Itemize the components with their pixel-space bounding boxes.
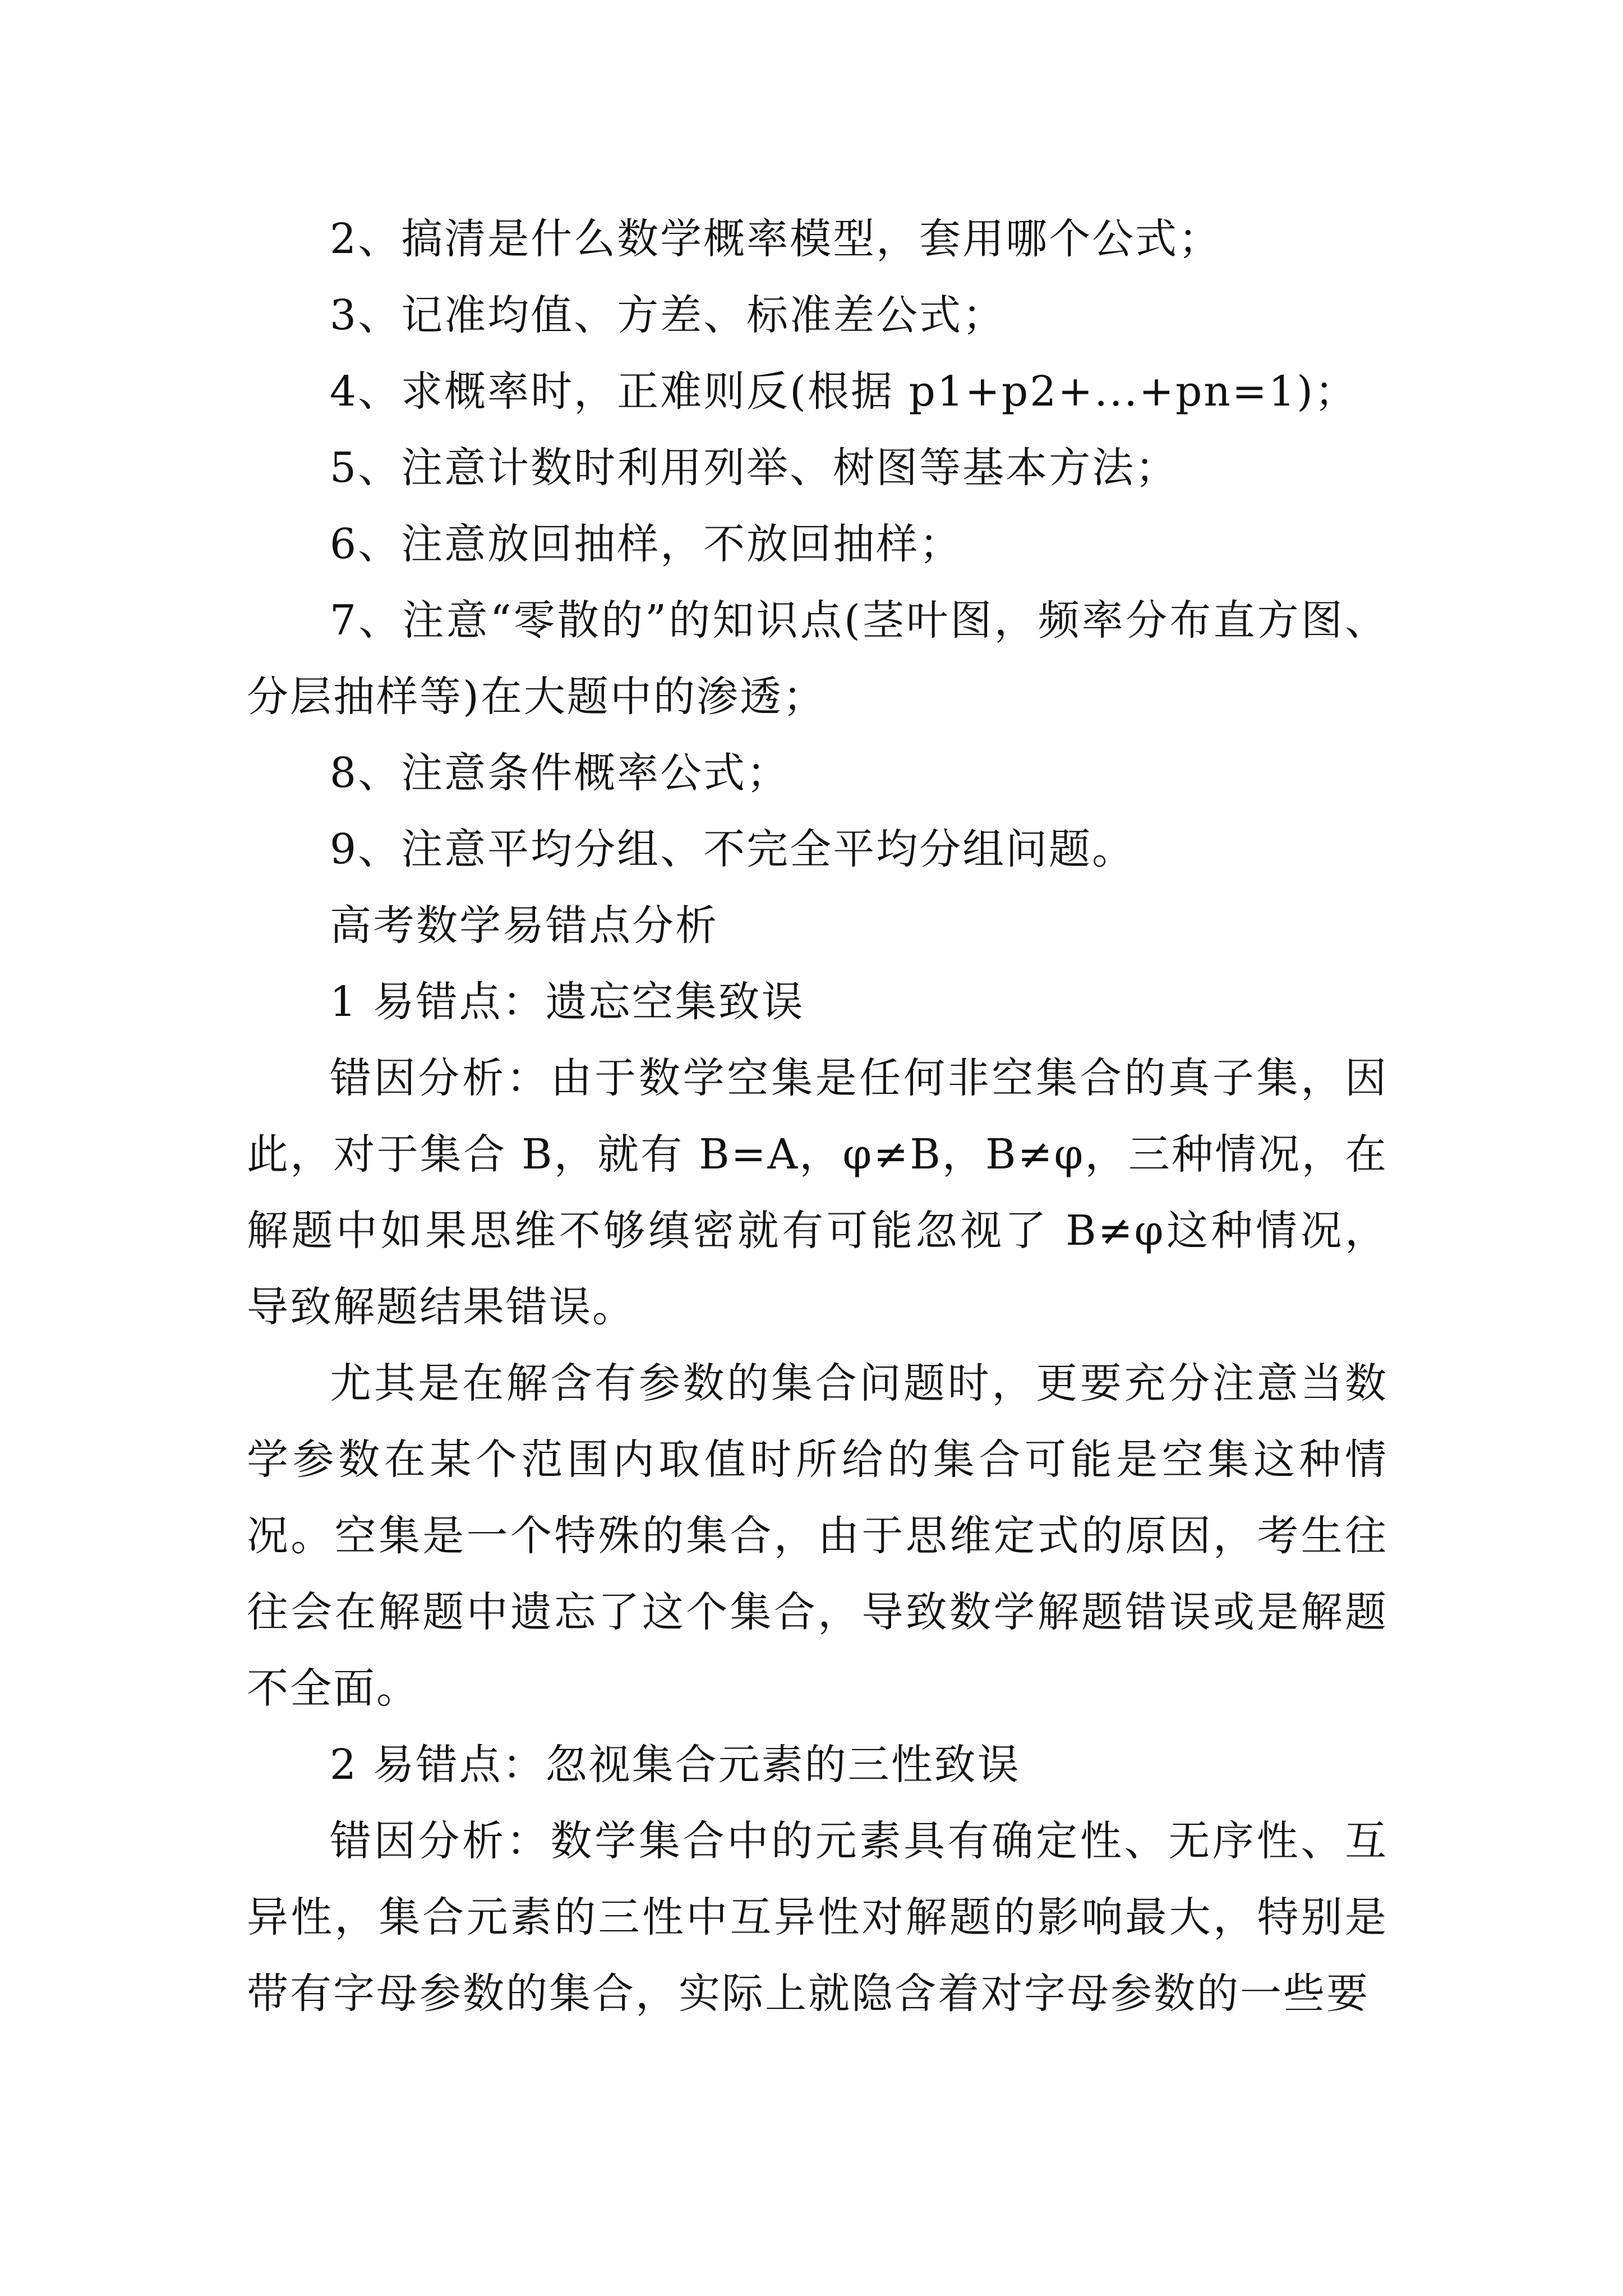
list-item-4: 4、求概率时，正难则反(根据 p1+p2+...+pn=1)； (330, 367, 1358, 416)
list-item-2: 2、搞清是什么数学概率模型，套用哪个公式； (330, 215, 1222, 263)
section-heading: 高考数学易错点分析 (330, 901, 718, 950)
body-paragraph-1: 错因分析：由于数学空集是任何非空集合的真子集，因此，对于集合 B，就有 B=A，φ≠B，B≠φ，三种情况，在解题中如果思维不够缜密就有可能忽视了 B≠φ这种情况，导致解题结果错误。 (247, 1054, 1388, 1331)
body-paragraph-3: 错因分析：数学集合中的元素具有确定性、无序性、互异性，集合元素的三性中互异性对解题的影响最大，特别是带有字母参数的集合，实际上就隐含着对字母参数的一些要 (247, 1817, 1388, 2018)
subheading-2: 2 易错点：忽视集合元素的三性致误 (330, 1741, 1021, 1789)
list-item-8: 8、注意条件概率公式； (330, 749, 790, 797)
list-item-5: 5、注意计数时利用列举、树图等基本方法； (330, 444, 1179, 492)
document-body (247, 201, 1388, 2032)
list-item-7: 7、注意“零散的”的知识点(茎叶图，频率分布直方图、分层抽样等)在大题中的渗透； (247, 596, 1388, 721)
list-item-9: 9、注意平均分组、不完全平均分组问题。 (330, 825, 1136, 873)
list-item-3: 3、记准均值、方差、标准差公式； (330, 291, 1006, 339)
list-item-6: 6、注意放回抽样，不放回抽样； (330, 520, 963, 568)
subheading-1: 1 易错点：遗忘空集致误 (330, 978, 805, 1026)
body-paragraph-2: 尤其是在解含有参数的集合问题时，更要充分注意当数学参数在某个范围内取值时所给的集合可能是空集这种情况。空集是一个特殊的集合，由于思维定式的原因，考生往往会在解题中遗忘了这个集合，导致数学解题错误或是解题不全面。 (247, 1359, 1388, 1713)
